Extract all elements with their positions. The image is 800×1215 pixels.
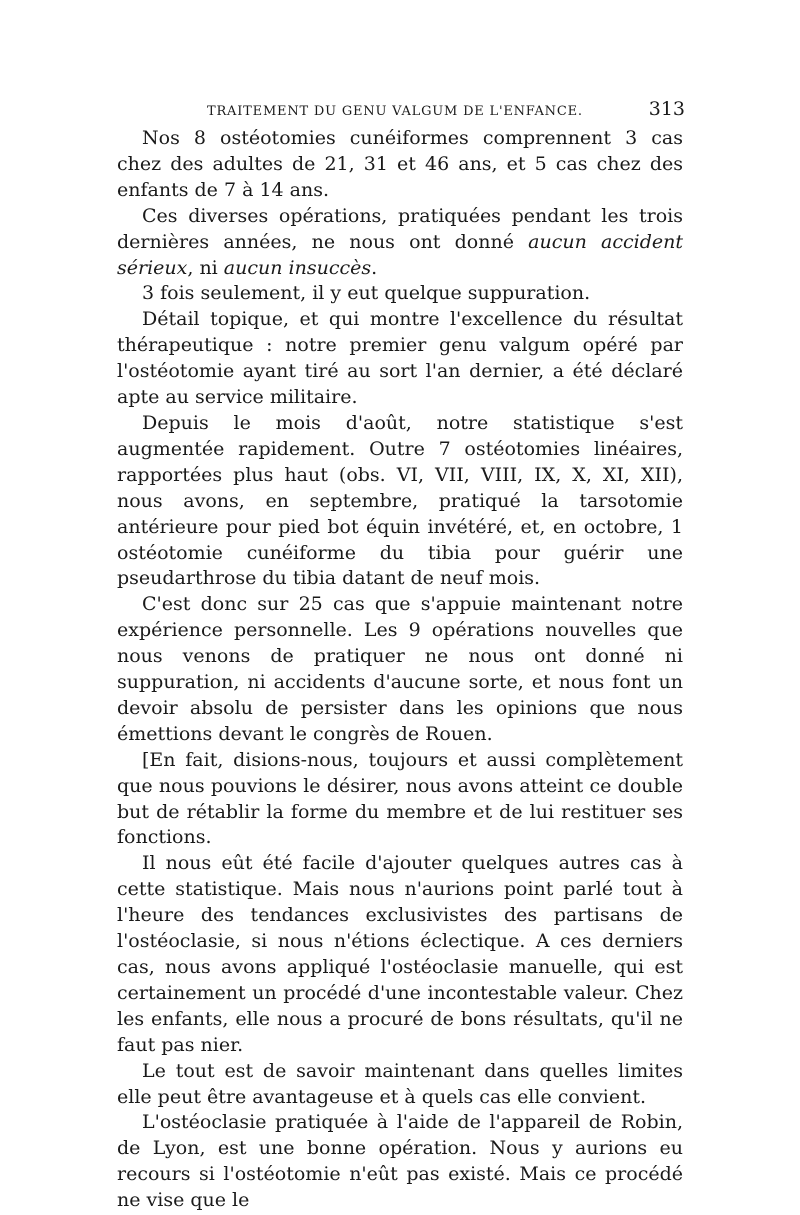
paragraph-10: L'ostéoclasie pratiquée à l'aide de l'appareil de Robin, de Lyon, est une bonne opération. Nous y aurions eu recours si l'ostéotomie n'eût pas existé. Mais ce procédé ne vise que le <box>117 1111 683 1212</box>
running-title: TRAITEMENT DU GENU VALGUM DE L'ENFANCE. <box>207 104 583 119</box>
paragraph-3: 3 fois seulement, il y eut quelque suppuration. <box>142 282 591 305</box>
paragraph-5: Depuis le mois d'août, notre statistique s'est augmentée rapidement. Outre 7 ostéotomies linéaires, rapportées plus haut (obs. VI, VII, VIII, IX, X, XI, XII), nous avons, en septembre, pratiqué la tarsotomie antérieure pour pied bot équin invétéré, et, en octobre, 1 ostéotomie cunéiforme du tibia pour guérir une pseudarthrose du tibia datant de neuf mois. <box>117 411 683 590</box>
paragraph-8: Il nous eût été facile d'ajouter quelques autres cas à cette statistique. Mais nous n'aurions point parlé tout à l'heure des tendances exclusivistes des partisans de l'ostéoclasie, si nous n'étions éclectique. A ces derniers cas, nous avons appliqué l'ostéoclasie manuelle, qui est certainement un procédé d'une incontestable valeur. Chez les enfants, elle nous a procuré de bons résultats, qu'il ne faut pas nier. <box>117 852 683 1056</box>
body-text <box>117 126 683 1214</box>
running-head <box>117 96 683 124</box>
paragraph-6: C'est donc sur 25 cas que s'appuie maintenant notre expérience personnelle. Les 9 opérations nouvelles que nous venons de pratiquer ne nous ont donné ni suppuration, ni accidents d'aucune sorte, et nous font un devoir absolu de persister dans les opinions que nous émettions devant le congrès de Rouen. <box>117 593 683 745</box>
paragraph-2-text-a: Ces diverses opérations, pratiquées pendant les trois dernières années, ne nous ont donné <box>117 204 683 253</box>
paragraph-2-text-c: . <box>371 256 378 279</box>
paragraph-9: Le tout est de savoir maintenant dans quelles limites elle peut être avantageuse et à quels cas elle convient. <box>117 1059 683 1108</box>
paragraph-2-text-b: , ni <box>187 256 224 279</box>
paragraph-7: [En fait, disions-nous, toujours et aussi complètement que nous pouvions le désirer, nous avons atteint ce double but de rétablir la forme du membre et de lui restituer ses fonctions. <box>117 748 683 849</box>
paragraph-4: Détail topique, et qui montre l'excellence du résultat thérapeutique : notre premier genu valgum opéré par l'ostéotomie ayant tiré au sort l'an dernier, a été déclaré apte au service militaire. <box>117 308 683 409</box>
book-page <box>117 96 683 1214</box>
page-number: 313 <box>648 98 685 120</box>
paragraph-2-italic-a: aucun accident sérieux <box>117 230 683 279</box>
paragraph-2 <box>117 204 683 282</box>
paragraph-2-italic-b: aucun insuccès <box>223 256 372 279</box>
paragraph-1: Nos 8 ostéotomies cunéiformes comprennent 3 cas chez des adultes de 21, 31 et 46 ans, et 5 cas chez des enfants de 7 à 14 ans. <box>117 127 683 201</box>
